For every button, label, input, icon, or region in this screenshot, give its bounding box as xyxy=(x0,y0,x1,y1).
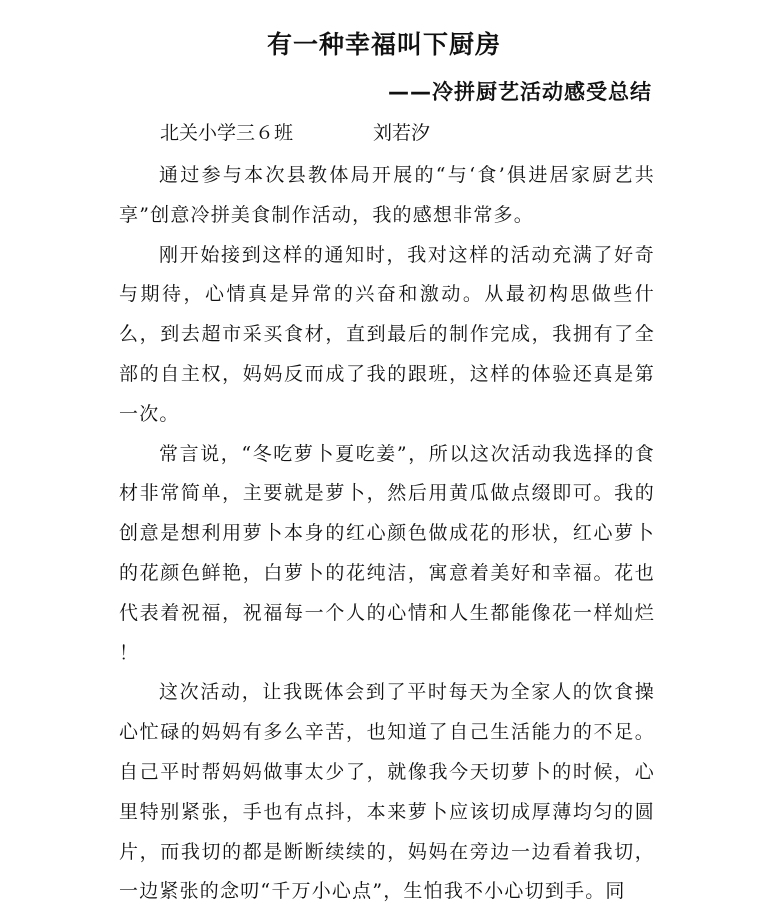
document-subtitle: ——冷拼厨艺活动感受总结 xyxy=(388,80,652,104)
author-name: 刘若汐 xyxy=(373,122,431,144)
byline xyxy=(160,117,430,149)
document-title: 有一种幸福叫下厨房 xyxy=(266,30,501,59)
paragraph: 刚开始接到这样的通知时，我对这样的活动充满了好奇与期待，心情真是异常的兴奋和激动。从最初构思做些什么，到去超市采买食材，直到最后的制作完成，我拥有了全部的自主权，妈妈反而成了我的跟班，这样的体验还真是第一次。 xyxy=(119,243,655,425)
paragraph: 常言说，“冬吃萝卜夏吃姜”，所以这次活动我选择的食材非常简单，主要就是萝卜，然后用黄瓜做点缀即可。我的创意是想利用萝卜本身的红心颜色做成花的形状，红心萝卜的花颜色鲜艳，白萝卜的花纯洁，寓意着美好和幸福。花也代表着祝福，祝福每一个人的心情和人生都能像花一样灿烂 ！ xyxy=(119,442,655,664)
paragraph: 这次活动，让我既体会到了平时每天为全家人的饮食操心忙碌的妈妈有多么辛苦，也知道了自己生活能力的不足。自己平时帮妈妈做事太少了，就像我今天切萝卜的时候，心里特别紧张，手也有点抖，本来萝卜应该切成厚薄均匀的圆片，而我切的都是断断续续的，妈妈在旁边一边看着我切，一边紧张的念叨“千万小心点”，生怕我不小心切到手。同 xyxy=(119,681,655,903)
school-class: 北关小学三６班 xyxy=(160,122,294,144)
paragraph: 通过参与本次县教体局开展的“与‘食’俱进居家厨艺共享”创意冷拼美食制作活动，我的感想非常多。 xyxy=(119,164,655,226)
body-text xyxy=(119,156,655,912)
